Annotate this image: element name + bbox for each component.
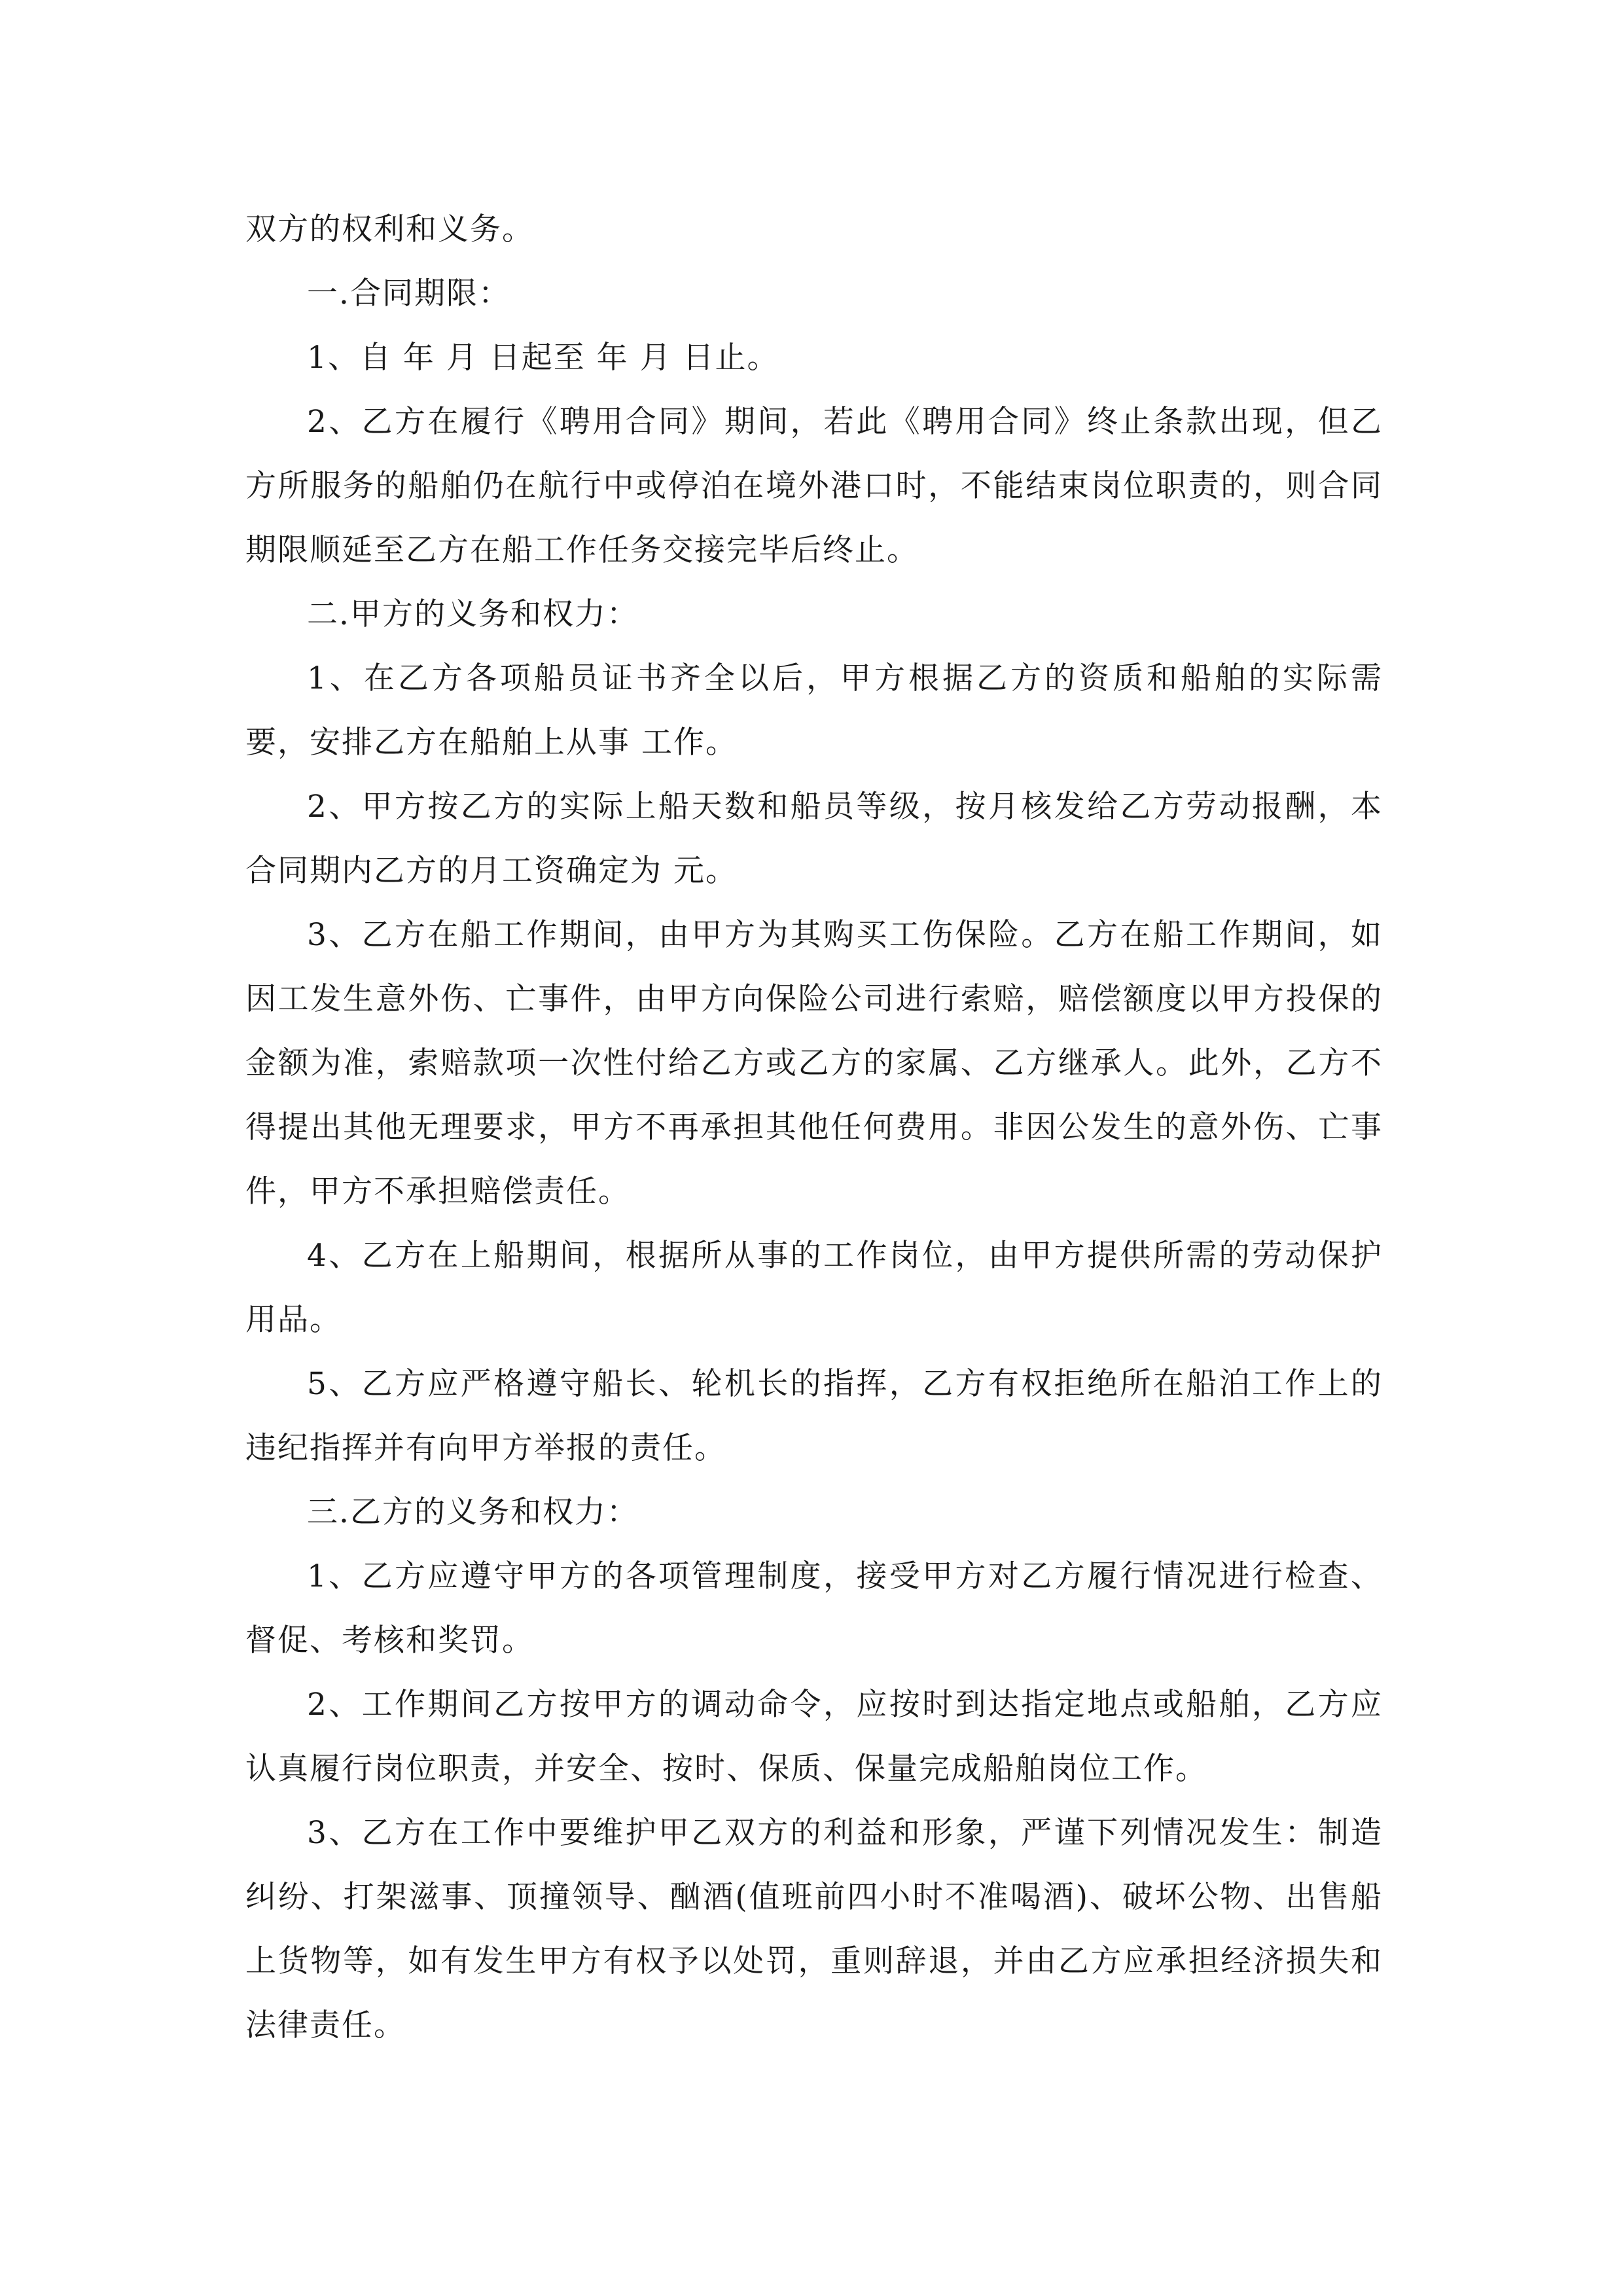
paragraph-continuation: 双方的权利和义务。 bbox=[245, 211, 534, 247]
clause-3-3: 3、乙方在工作中要维护甲乙双方的利益和形象，严谨下列情况发生：制造纠纷、打架滋事、顶撞领导、酗酒(值班前四小时不准喝酒)、破坏公物、出售船上货物等，如有发生甲方有权予以处罚，重则辞退，并由乙方应承担经济损失和法律责任。 bbox=[245, 1815, 1383, 2043]
section-heading-party-b-duties: 三.乙方的义务和权力： bbox=[307, 1494, 639, 1530]
clause-3-1: 1、乙方应遵守甲方的各项管理制度，接受甲方对乙方履行情况进行检查、督促、考核和奖罚。 bbox=[245, 1558, 1383, 1659]
clause-3-2: 2、工作期间乙方按甲方的调动命令，应按时到达指定地点或船舶，乙方应认真履行岗位职责，并安全、按时、保质、保量完成船舶岗位工作。 bbox=[245, 1687, 1383, 1787]
section-heading-party-a-duties: 二.甲方的义务和权力： bbox=[307, 596, 639, 632]
clause-2-4: 4、乙方在上船期间，根据所从事的工作岗位，由甲方提供所需的劳动保护用品。 bbox=[245, 1238, 1383, 1338]
section-heading-contract-term: 一.合同期限： bbox=[307, 276, 510, 312]
clause-2-5: 5、乙方应严格遵守船长、轮机长的指挥，乙方有权拒绝所在船泊工作上的违纪指挥并有向甲方举报的责任。 bbox=[245, 1366, 1383, 1466]
document-body bbox=[245, 198, 1383, 2058]
clause-1-2: 2、乙方在履行《聘用合同》期间，若此《聘用合同》终止条款出现，但乙方所服务的船舶仍在航行中或停泊在境外港口时，不能结束岗位职责的，则合同期限顺延至乙方在船工作任务交接完毕后终止。 bbox=[245, 404, 1383, 568]
clause-2-2: 2、甲方按乙方的实际上船天数和船员等级，按月核发给乙方劳动报酬，本合同期内乙方的月工资确定为 元。 bbox=[245, 789, 1383, 889]
clause-2-3: 3、乙方在船工作期间，由甲方为其购买工伤保险。乙方在船工作期间，如因工发生意外伤、亡事件，由甲方向保险公司进行索赔，赔偿额度以甲方投保的金额为准，索赔款项一次性付给乙方或乙方的家属、乙方继承人。此外，乙方不得提出其他无理要求，甲方不再承担其他任何费用。非因公发生的意外伤、亡事件，甲方不承担赔偿责任。 bbox=[245, 917, 1383, 1210]
clause-2-1: 1、在乙方各项船员证书齐全以后，甲方根据乙方的资质和船舶的实际需要，安排乙方在船舶上从事 工作。 bbox=[245, 660, 1383, 761]
clause-1-1: 1、自 年 月 日起至 年 月 日止。 bbox=[307, 340, 779, 376]
